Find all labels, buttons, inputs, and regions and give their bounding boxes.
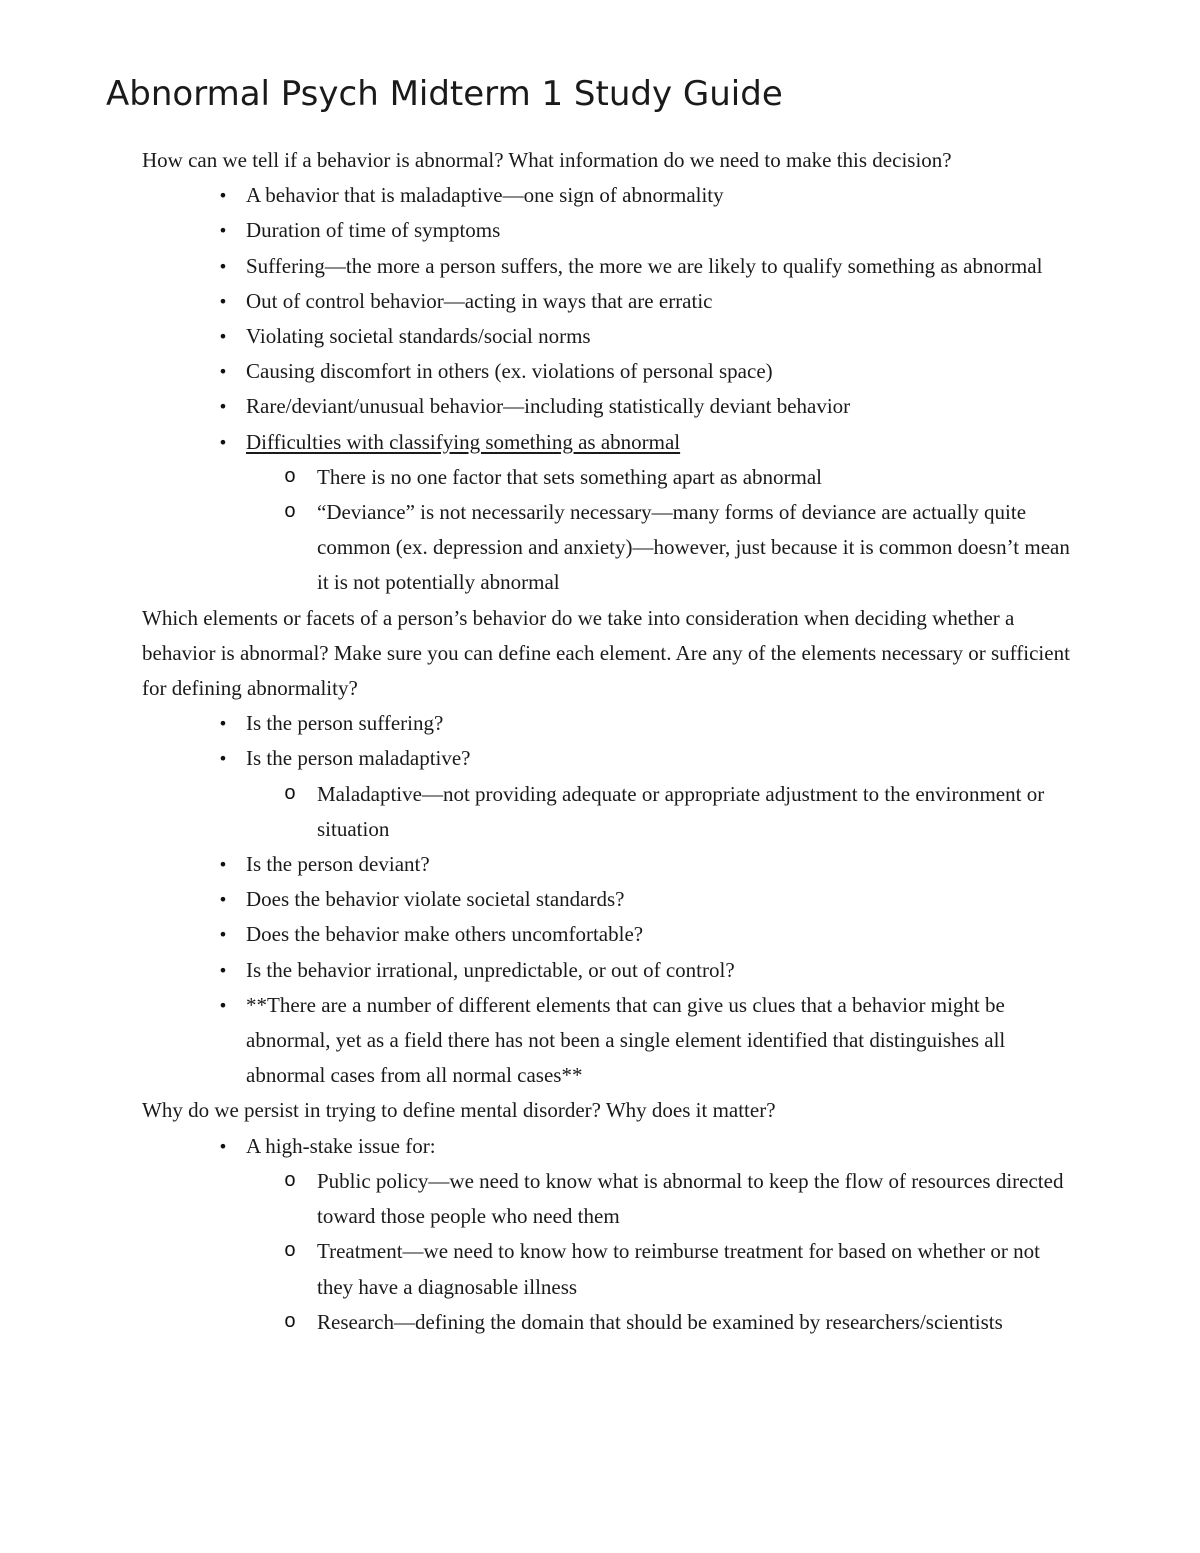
sub-list-item [283,1305,1072,1340]
bullet-icon: • [218,397,228,417]
bullet-icon: • [218,1136,228,1156]
list-item-text: Duration of time of symptoms [246,218,501,243]
sub-list-item [283,495,1072,601]
bullet-icon: • [218,925,228,945]
list-item [218,425,1072,601]
list-item [218,882,1072,917]
list-item [218,953,1072,988]
list-item-text: Rare/deviant/unusual behavior—including statistically deviant behavior [246,394,851,419]
sub-bullet-icon: o [283,1240,296,1264]
document-body [142,143,1072,1340]
list-item [218,988,1072,1094]
bullet-icon: • [218,890,228,910]
list-item [218,284,1072,319]
sub-bullet-list [246,777,1072,847]
sub-bullet-list [246,1164,1072,1340]
list-item [218,213,1072,248]
list-item-text: Causing discomfort in others (ex. violations of personal space) [246,359,773,384]
list-item-text: Does the behavior make others uncomfortable? [246,922,644,947]
section-question: Why do we persist in trying to define mental disorder? Why does it matter? [142,1098,776,1123]
sub-bullet-icon: o [283,1310,296,1334]
list-item-text: Is the behavior irrational, unpredictable, or out of control? [246,957,735,982]
bullet-icon: • [218,327,228,347]
sub-bullet-list [246,460,1072,601]
list-item [218,389,1072,424]
sub-list-item-text: Research—defining the domain that should be examined by researchers/scientists [317,1309,1003,1334]
bullet-icon: • [218,362,228,382]
list-item-text: A high-stake issue for: [246,1133,436,1158]
sub-list-item [283,1234,1072,1304]
bullet-icon: • [218,855,228,875]
bullet-icon: • [218,995,228,1015]
list-item-text: Is the person maladaptive? [246,746,471,771]
bullet-icon: • [218,291,228,311]
list-item [218,847,1072,882]
section-question: Which elements or facets of a person’s behavior do we take into consideration when deciding whether a behavior is abnormal? Make sure you can define each element. Are any of the elements necessary or sufficient for defining abnormality? [142,605,1070,701]
bullet-icon: • [218,960,228,980]
list-item-text: Is the person suffering? [246,711,444,736]
list-item [218,741,1072,847]
sub-list-item-text: Treatment—we need to know how to reimburse treatment for based on whether or not they have a diagnosable illness [317,1239,1040,1299]
sub-list-item [283,777,1072,847]
list-item-text: Is the person deviant? [246,852,430,877]
document-title: Abnormal Psych Midterm 1 Study Guide [106,74,783,114]
sub-list-item-text: “Deviance” is not necessarily necessary—many forms of deviance are actually quite common (ex. depression and anxiety)—however, just because it is common doesn’t mean it is not potentially abnormal [317,500,1070,595]
list-item-text: Does the behavior violate societal standards? [246,887,625,912]
bullet-icon: • [218,432,228,452]
bullet-icon: • [218,749,228,769]
list-item [218,706,1072,741]
list-item [218,249,1072,284]
sub-bullet-icon: o [283,501,296,525]
list-item-text: Violating societal standards/social norms [246,324,591,349]
section-question: How can we tell if a behavior is abnormal? What information do we need to make this decision? [142,148,952,172]
list-item-text: A behavior that is maladaptive—one sign of abnormality [246,183,724,208]
list-item-heading-underlined: Difficulties with classifying something as abnormal [246,429,681,454]
list-item-text: **There are a number of different elements that can give us clues that a behavior might be abnormal, yet as a field there has not been a single element identified that distinguishes all abnormal cases from all normal cases** [246,992,1006,1088]
sub-bullet-icon: o [283,1169,296,1193]
bullet-list [142,706,1072,1093]
sub-list-item-text: There is no one factor that sets something apart as abnormal [317,464,823,489]
sub-list-item-text: Maladaptive—not providing adequate or appropriate adjustment to the environment or situation [317,781,1045,841]
sub-list-item [283,460,1072,495]
bullet-icon: • [218,221,228,241]
sub-list-item [283,1164,1072,1234]
list-item [218,354,1072,389]
list-item [218,319,1072,354]
bullet-list [142,178,1072,600]
list-item-text: Out of control behavior—acting in ways that are erratic [246,288,713,313]
bullet-icon: • [218,186,228,206]
bullet-icon: • [218,714,228,734]
list-item [218,1129,1072,1340]
list-item-text: Suffering—the more a person suffers, the more we are likely to qualify something as abnormal [246,253,1043,278]
bullet-list [142,1129,1072,1340]
bullet-icon: • [218,256,228,276]
list-item [218,178,1072,213]
list-item [218,917,1072,952]
sub-bullet-icon: o [283,782,296,806]
sub-list-item-text: Public policy—we need to know what is abnormal to keep the flow of resources directed toward those people who need them [317,1168,1064,1229]
sub-bullet-icon: o [283,465,296,489]
